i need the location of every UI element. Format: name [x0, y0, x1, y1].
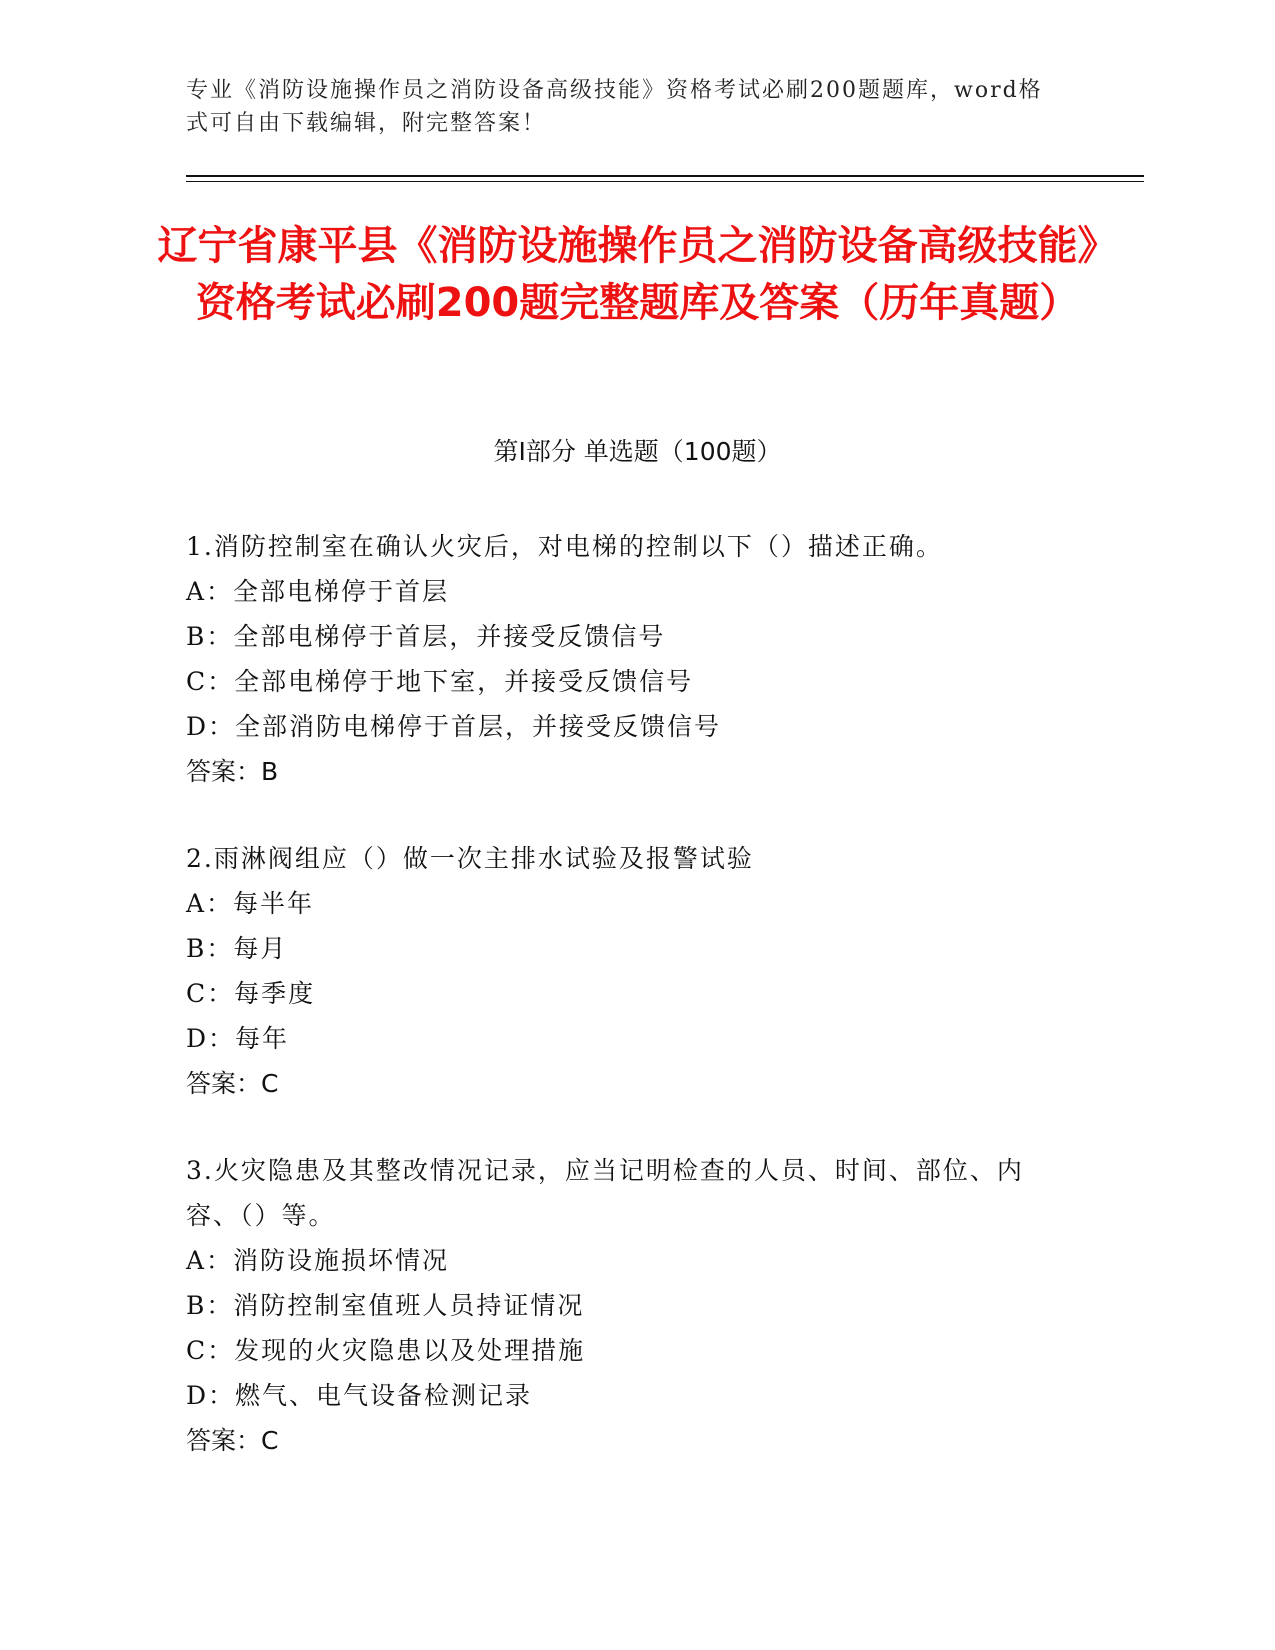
question-list	[186, 524, 1056, 1505]
option-c: C：每季度	[186, 979, 316, 1008]
option-b: B：每月	[186, 934, 288, 963]
header-divider-thick	[186, 175, 1144, 177]
option-b: B：消防控制室值班人员持证情况	[186, 1291, 585, 1320]
option-b: B：全部电梯停于首层，并接受反馈信号	[186, 622, 666, 651]
question-3	[186, 1148, 1056, 1463]
document-title: 辽宁省康平县《消防设施操作员之消防设备高级技能》资格考试必刷200题完整题库及答案（历年真题）	[157, 223, 1118, 326]
question-1	[186, 524, 1056, 794]
question-stem: 2.雨淋阀组应（）做一次主排水试验及报警试验	[186, 844, 754, 873]
question-answer: 答案：C	[186, 1069, 279, 1098]
header-divider-thin	[186, 181, 1144, 182]
option-a: A：全部电梯停于首层	[186, 577, 450, 606]
option-c: C：发现的火灾隐患以及处理措施	[186, 1336, 586, 1365]
option-d: D：每年	[186, 1024, 290, 1053]
header-note: 专业《消防设施操作员之消防设备高级技能》资格考试必刷200题题库，word格式可自由下载编辑，附完整答案！	[186, 78, 1043, 136]
question-2	[186, 836, 1056, 1106]
option-a: A：每半年	[186, 889, 315, 918]
option-c: C：全部电梯停于地下室，并接受反馈信号	[186, 667, 694, 696]
question-stem: 1.消防控制室在确认火灾后，对电梯的控制以下（）描述正确。	[186, 532, 943, 561]
section-title: 第Ⅰ部分 单选题（100题）	[493, 437, 782, 466]
option-a: A：消防设施损坏情况	[186, 1246, 450, 1275]
option-d: D：燃气、电气设备检测记录	[186, 1381, 533, 1410]
question-stem: 3.火灾隐患及其整改情况记录，应当记明检查的人员、时间、部位、内容、（）等。	[186, 1156, 1024, 1230]
question-answer: 答案：C	[186, 1426, 279, 1455]
question-answer: 答案：B	[186, 757, 279, 786]
option-d: D：全部消防电梯停于首层，并接受反馈信号	[186, 712, 722, 741]
